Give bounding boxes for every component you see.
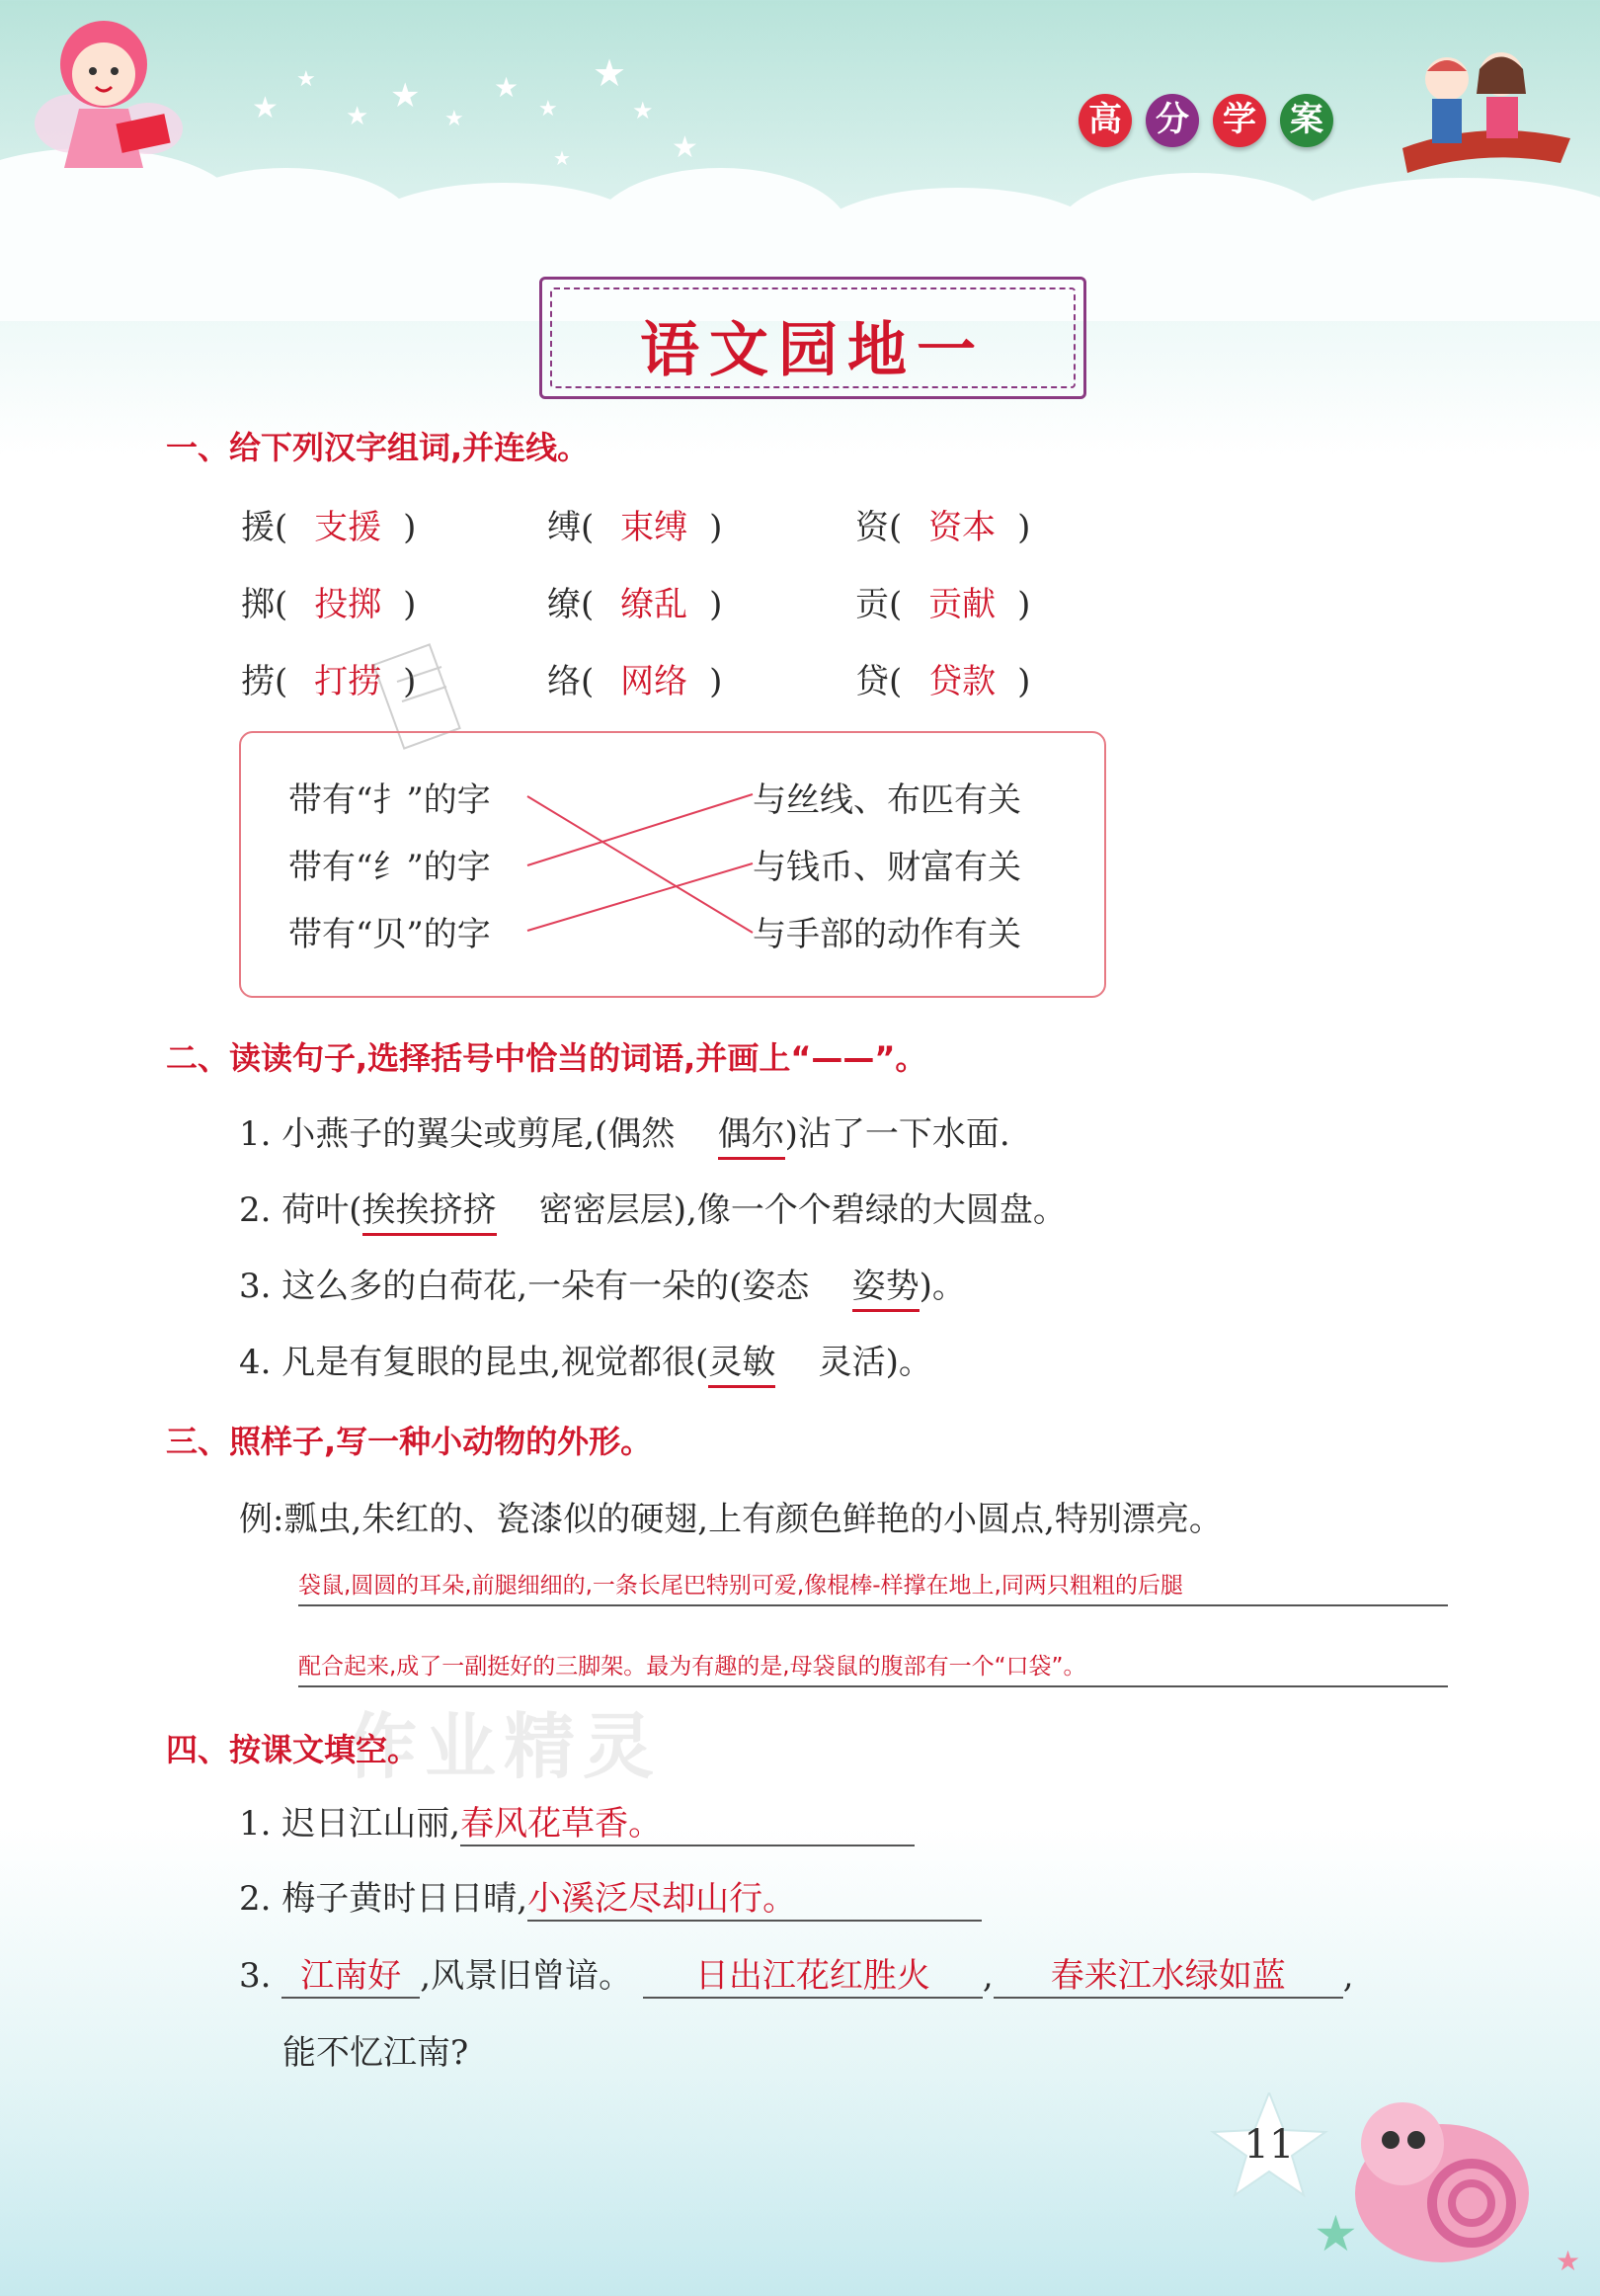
fill-answer: 小溪泛尽却山行。: [527, 1871, 982, 1922]
fill-item-3: 3. 江南好 ,风景旧曾谙。 日出江花红胜火 , 春来江水绿如蓝 ,: [239, 1948, 1354, 1999]
match-left-item: 带有“纟”的字: [288, 848, 491, 887]
answer-rule-2: [298, 1685, 1448, 1687]
match-line-3: [527, 863, 753, 931]
brand-badge-an: 案: [1280, 94, 1333, 147]
match-left-item: 带有“贝”的字: [288, 915, 491, 954]
matching-lines: [241, 733, 1104, 996]
selected-word: 灵敏: [708, 1335, 775, 1388]
fill-item-1: 1. 迟日江山丽,春风花草香。: [239, 1796, 915, 1846]
word-item: 络( 网络 ): [547, 662, 723, 701]
sentence-item: 2. 荷叶(挨挨挤挤 密密层层),像一个个碧绿的大圆盘。: [239, 1183, 1067, 1236]
section2-heading: 二、读读句子,选择括号中恰当的词语,并画上“——”。: [166, 1039, 927, 1077]
kids-illustration: [1383, 40, 1580, 188]
fill-item-3-end: 能不忆江南?: [282, 2033, 469, 2073]
match-line-2: [527, 794, 753, 865]
fill-answer: 江南好: [281, 1948, 420, 1999]
matching-box: [239, 731, 1106, 998]
answer-line-2: 配合起来,成了一副挺好的三脚架。最为有趣的是,母袋鼠的腹部有一个“口袋”。: [298, 1654, 1086, 1680]
word-item: 援( 支援 ): [241, 508, 417, 547]
word-item: 捞( 打捞 ): [241, 662, 417, 701]
watermark: 作业精灵: [346, 1705, 663, 1788]
selected-word: 挨挨挤挤: [362, 1183, 497, 1236]
example-sentence: 例:瓢虫,朱红的、瓷漆似的硬翅,上有颜色鲜艳的小圆点,特别漂亮。: [239, 1500, 1223, 1539]
match-line-1: [527, 796, 753, 933]
page-title: 语文园地一: [640, 316, 986, 385]
sentence-item: 3. 这么多的白荷花,一朵有一朵的(姿态 姿势)。: [239, 1259, 966, 1312]
brand-badge-fen: 分: [1146, 94, 1199, 147]
page-title-box: [539, 277, 1086, 399]
match-left-item: 带有“扌”的字: [288, 780, 491, 820]
cartoon-mascot-illustration: [1343, 2075, 1541, 2272]
sentence-item: 1. 小燕子的翼尖或剪尾,(偶然 偶尔)沾了一下水面.: [239, 1107, 1010, 1160]
word-item: 掷( 投掷 ): [241, 585, 417, 624]
section1-heading: 一、给下列汉字组词,并连线。: [166, 429, 590, 466]
fill-answer: 春风花草香。: [460, 1796, 915, 1846]
word-item: 缚( 束缚 ): [547, 508, 723, 547]
sentence-item: 4. 凡是有复眼的昆虫,视觉都很(灵敏 灵活)。: [239, 1335, 932, 1388]
word-item: 缭( 缭乱 ): [547, 585, 723, 624]
brand-badge-gao: 高: [1079, 94, 1132, 147]
star-icon: ★: [1314, 2205, 1358, 2262]
fill-answer: 日出江花红胜火: [643, 1948, 983, 1999]
match-right-item: 与手部的动作有关: [753, 915, 1021, 954]
match-right-item: 与丝线、布匹有关: [753, 780, 1021, 820]
selected-word: 偶尔: [718, 1107, 785, 1160]
answer-rule-1: [298, 1604, 1448, 1606]
fill-answer: 春来江水绿如蓝: [994, 1948, 1343, 1999]
word-item: 贡( 贡献 ): [855, 585, 1031, 624]
section3-heading: 三、照样子,写一种小动物的外形。: [166, 1423, 653, 1460]
word-item: 资( 资本 ): [855, 508, 1031, 547]
star-icon: ★: [1556, 2245, 1581, 2277]
page-number: 11: [1243, 2122, 1295, 2168]
fairy-girl-illustration: [20, 10, 217, 198]
brand-badge-xue: 学: [1213, 94, 1266, 147]
answer-line-1: 袋鼠,圆圆的耳朵,前腿细细的,一条长尾巴特别可爱,像棍棒-样撑在地上,同两只粗粗的后腿: [298, 1573, 1183, 1599]
fill-item-2: 2. 梅子黄时日日晴,小溪泛尽却山行。: [239, 1871, 982, 1922]
page-number-badge: [1205, 2092, 1333, 2201]
word-item: 贷( 贷款 ): [855, 662, 1031, 701]
match-right-item: 与钱币、财富有关: [753, 848, 1021, 887]
selected-word: 姿势: [852, 1259, 920, 1312]
section4-heading: 四、按课文填空。: [166, 1731, 420, 1768]
